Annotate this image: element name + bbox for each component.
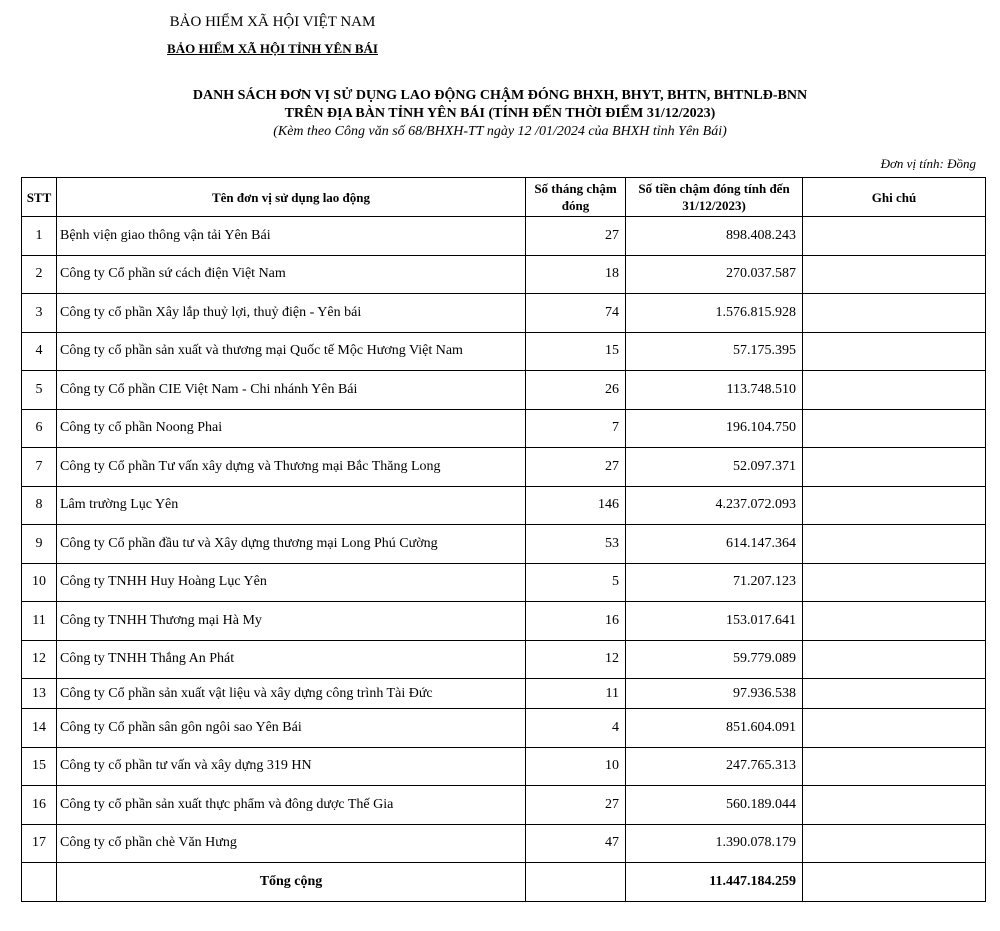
org-parent: BẢO HIỂM XÃ HỘI VIỆT NAM: [169, 14, 376, 30]
row-name: Công ty cổ phần chè Văn Hưng: [57, 824, 526, 863]
row-stt: 17: [22, 824, 57, 863]
row-amount: 270.037.587: [626, 255, 803, 294]
table-row: [22, 486, 986, 525]
row-note: [803, 448, 986, 487]
row-months: 74: [526, 294, 626, 333]
row-stt: 14: [22, 709, 57, 748]
table-row: [22, 602, 986, 641]
total-stt-cell: [22, 863, 57, 902]
col-stt-header: STT: [22, 178, 57, 217]
row-months: 146: [526, 486, 626, 525]
total-row: [22, 863, 986, 902]
row-amount: 1.576.815.928: [626, 294, 803, 333]
row-name: Công ty cổ phần sản xuất và thương mại Quốc tế Mộc Hương Việt Nam: [57, 332, 526, 371]
row-amount: 52.097.371: [626, 448, 803, 487]
table-row: [22, 563, 986, 602]
row-stt: 2: [22, 255, 57, 294]
row-note: [803, 709, 986, 748]
document-subtitle: TRÊN ĐỊA BÀN TỈNH YÊN BÁI (TÍNH ĐẾN THỜI ĐIỂM 31/12/2023): [284, 106, 716, 121]
row-name: Lâm trường Lục Yên: [57, 486, 526, 525]
table-row: [22, 786, 986, 825]
row-name: Công ty Cổ phần sứ cách điện Việt Nam: [57, 255, 526, 294]
table-row: [22, 824, 986, 863]
row-name: Công ty Cổ phần sân gôn ngôi sao Yên Bái: [57, 709, 526, 748]
row-name: Công ty TNHH Thắng An Phát: [57, 640, 526, 679]
row-months: 11: [526, 679, 626, 709]
row-amount: 614.147.364: [626, 525, 803, 564]
document-title: DANH SÁCH ĐƠN VỊ SỬ DỤNG LAO ĐỘNG CHẬM ĐÓNG BHXH, BHYT, BHTN, BHTNLĐ-BNN: [192, 88, 808, 103]
row-months: 18: [526, 255, 626, 294]
row-stt: 9: [22, 525, 57, 564]
row-amount: 71.207.123: [626, 563, 803, 602]
table-row: [22, 371, 986, 410]
row-months: 27: [526, 448, 626, 487]
table-row: [22, 747, 986, 786]
row-amount: 57.175.395: [626, 332, 803, 371]
col-amount-header: Số tiền chậm đóng tính đến 31/12/2023): [626, 178, 803, 217]
row-note: [803, 486, 986, 525]
debt-table: [21, 177, 986, 902]
total-note-cell: [803, 863, 986, 902]
table-row: [22, 679, 986, 709]
row-stt: 6: [22, 409, 57, 448]
row-note: [803, 824, 986, 863]
unit-note: Đơn vị tính: Đồng: [880, 156, 976, 171]
row-name: Công ty cổ phần sản xuất thực phẩm và đông dược Thế Gia: [57, 786, 526, 825]
row-stt: 16: [22, 786, 57, 825]
row-stt: 10: [22, 563, 57, 602]
row-note: [803, 409, 986, 448]
row-name: Công ty cổ phần tư vấn và xây dựng 319 HN: [57, 747, 526, 786]
row-note: [803, 602, 986, 641]
row-amount: 59.779.089: [626, 640, 803, 679]
row-note: [803, 371, 986, 410]
table-row: [22, 332, 986, 371]
row-amount: 97.936.538: [626, 679, 803, 709]
row-stt: 7: [22, 448, 57, 487]
row-stt: 3: [22, 294, 57, 333]
row-months: 27: [526, 217, 626, 256]
table-row: [22, 640, 986, 679]
row-stt: 8: [22, 486, 57, 525]
row-note: [803, 679, 986, 709]
table-header-row: [22, 178, 986, 217]
row-stt: 4: [22, 332, 57, 371]
total-label: Tổng cộng: [57, 863, 526, 902]
row-name: Công ty TNHH Huy Hoàng Lục Yên: [57, 563, 526, 602]
row-months: 53: [526, 525, 626, 564]
row-amount: 898.408.243: [626, 217, 803, 256]
row-note: [803, 563, 986, 602]
row-note: [803, 640, 986, 679]
row-name: Công ty cổ phần Xây lắp thuỷ lợi, thuỷ điện - Yên bái: [57, 294, 526, 333]
row-stt: 1: [22, 217, 57, 256]
row-months: 5: [526, 563, 626, 602]
row-months: 4: [526, 709, 626, 748]
row-months: 27: [526, 786, 626, 825]
total-amount: 11.447.184.259: [626, 863, 803, 902]
table-row: [22, 525, 986, 564]
row-name: Công ty Cổ phần CIE Việt Nam - Chi nhánh Yên Bái: [57, 371, 526, 410]
row-stt: 5: [22, 371, 57, 410]
table-body: [22, 217, 986, 863]
row-name: Bệnh viện giao thông vận tải Yên Bái: [57, 217, 526, 256]
row-amount: 196.104.750: [626, 409, 803, 448]
row-amount: 560.189.044: [626, 786, 803, 825]
org-unit: BẢO HIỂM XÃ HỘI TỈNH YÊN BÁI: [167, 41, 378, 56]
row-months: 16: [526, 602, 626, 641]
row-stt: 13: [22, 679, 57, 709]
row-months: 47: [526, 824, 626, 863]
row-months: 10: [526, 747, 626, 786]
row-note: [803, 525, 986, 564]
row-note: [803, 747, 986, 786]
row-months: 26: [526, 371, 626, 410]
row-name: Công ty Cổ phần sản xuất vật liệu và xây dựng công trình Tài Đức: [57, 679, 526, 709]
row-amount: 851.604.091: [626, 709, 803, 748]
row-name: Công ty Cổ phần Tư vấn xây dựng và Thương mại Bắc Thăng Long: [57, 448, 526, 487]
row-months: 15: [526, 332, 626, 371]
row-months: 7: [526, 409, 626, 448]
row-note: [803, 332, 986, 371]
col-name-header: Tên đơn vị sử dụng lao động: [57, 178, 526, 217]
row-name: Công ty TNHH Thương mại Hà My: [57, 602, 526, 641]
row-amount: 153.017.641: [626, 602, 803, 641]
table-row: [22, 448, 986, 487]
row-name: Công ty Cổ phần đầu tư và Xây dựng thương mại Long Phú Cường: [57, 525, 526, 564]
row-stt: 15: [22, 747, 57, 786]
row-note: [803, 255, 986, 294]
table-row: [22, 709, 986, 748]
row-name: Công ty cổ phần Noong Phai: [57, 409, 526, 448]
table-row: [22, 255, 986, 294]
row-note: [803, 294, 986, 333]
row-amount: 247.765.313: [626, 747, 803, 786]
row-stt: 12: [22, 640, 57, 679]
document-reference: (Kèm theo Công văn số 68/BHXH-TT ngày 12 /01/2024 của BHXH tỉnh Yên Bái): [273, 124, 727, 139]
table-row: [22, 217, 986, 256]
row-amount: 4.237.072.093: [626, 486, 803, 525]
table-row: [22, 294, 986, 333]
table-row: [22, 409, 986, 448]
row-note: [803, 217, 986, 256]
row-note: [803, 786, 986, 825]
total-months-cell: [526, 863, 626, 902]
row-months: 12: [526, 640, 626, 679]
row-amount: 1.390.078.179: [626, 824, 803, 863]
row-stt: 11: [22, 602, 57, 641]
col-note-header: Ghi chú: [803, 178, 986, 217]
row-amount: 113.748.510: [626, 371, 803, 410]
col-months-header: Số tháng chậm đóng: [526, 178, 626, 217]
